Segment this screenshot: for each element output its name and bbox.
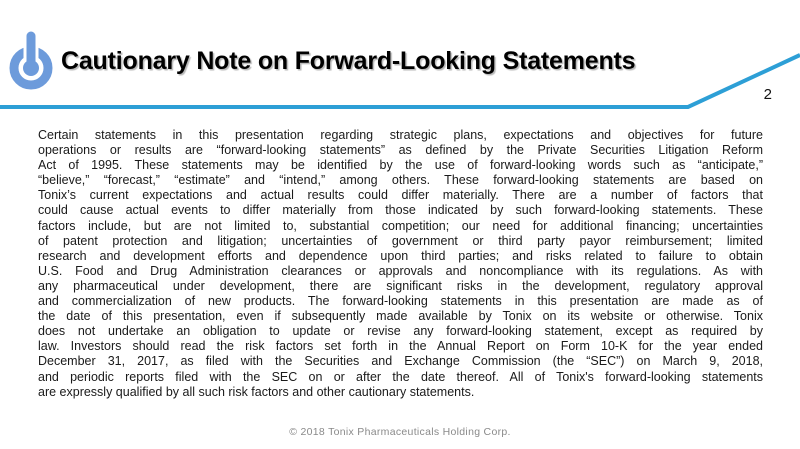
body-line: Act of 1995. These statements may be identified by the use of forward-looking words such as “anticipate,” (38, 158, 763, 173)
body-line: does not undertake an obligation to update or revise any forward-looking statement, except as required by (38, 324, 763, 339)
body-line: and periodic reports filed with the SEC on or after the date thereof. All of Tonix's forward-looking statements (38, 369, 763, 384)
body-line: Tonix’s current expectations and actual results could differ materially. There are a number of factors that (38, 188, 763, 203)
body-line: and commercialization of new products. The forward-looking statements in this presentation are made as of (38, 294, 763, 309)
body-line: are expressly qualified by all such risk factors and other cautionary statements. (38, 384, 475, 399)
body-line: Certain statements in this presentation regarding strategic plans, expectations and objectives for future (38, 128, 763, 142)
disclaimer-paragraph (38, 128, 763, 400)
body-line: could cause actual events to differ materially from those indicated by such forward-looking statements. These (38, 203, 763, 218)
body-line: operations or results are “forward-looking statements” as defined by the Private Securities Litigation Reform (38, 143, 763, 158)
body-line: factors include, but are not limited to, substantial competition; our need for additional financing; uncertainties (38, 218, 763, 233)
slide-title: Cautionary Note on Forward-Looking Statements (61, 47, 636, 75)
body-line: law. Investors should read the risk factors set forth in the Annual Report on Form 10-K for the year ended (38, 339, 763, 354)
body-line: U.S. Food and Drug Administration clearances or approvals and noncompliance with its regulations. As with (38, 263, 763, 278)
body-line: of patent protection and litigation; uncertainties of government or third party payor reimbursement; limited (38, 233, 763, 248)
body-line: December 31, 2017, as filed with the Securities and Exchange Commission (the “SEC”) on March 9, 2018, (38, 354, 763, 369)
body-line: the date of this presentation, even if subsequently made available by Tonix on its website or otherwise. Tonix (38, 309, 763, 324)
power-button-icon (8, 28, 54, 91)
body-line: “believe,” “forecast,” “estimate” and “intend,” among others. These forward-looking statements are based on (38, 173, 763, 188)
page-number: 2 (763, 86, 772, 103)
body-line: any pharmaceutical under development, there are significant risks in the development, regulatory approval (38, 278, 763, 293)
copyright-footer: © 2018 Tonix Pharmaceuticals Holding Corp. (289, 426, 511, 438)
body-line: research and development efforts and dependence upon third parties; and risks related to failure to obtain (38, 248, 763, 263)
